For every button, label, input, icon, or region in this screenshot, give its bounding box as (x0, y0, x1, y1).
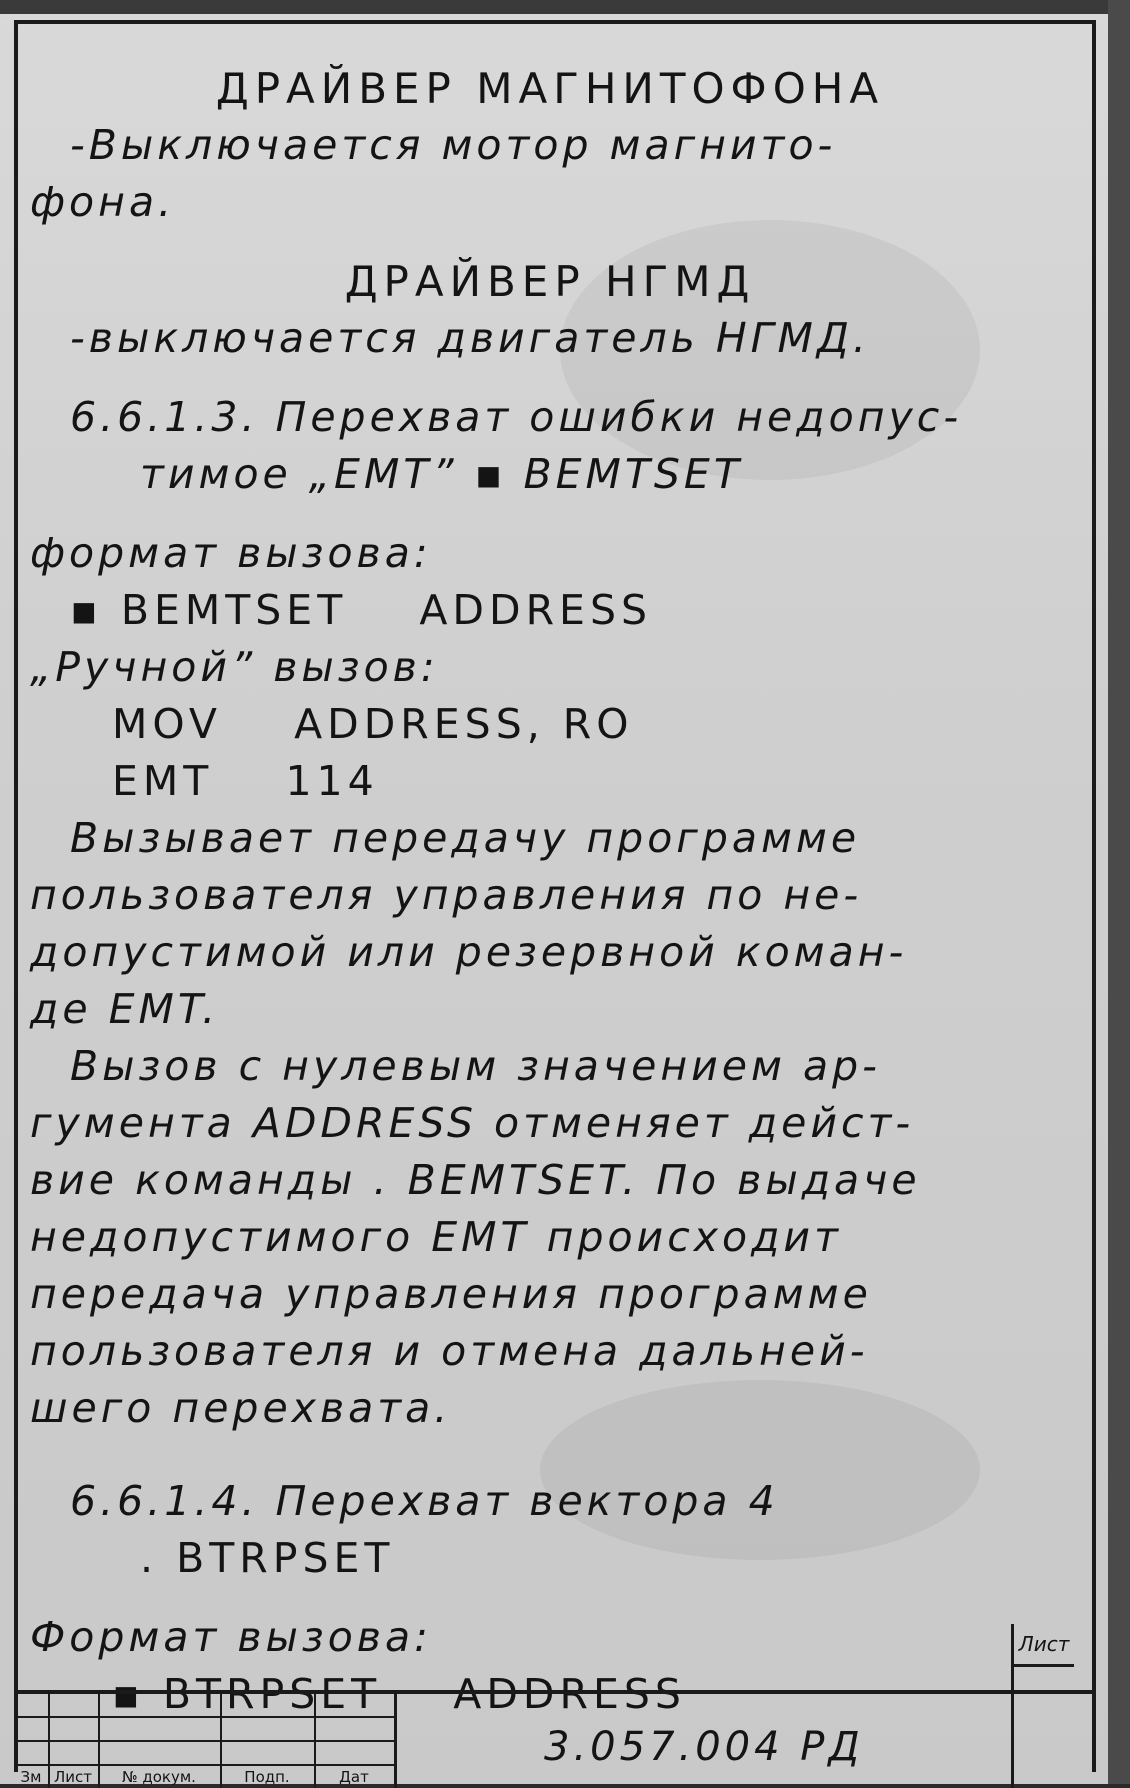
section-heading-6-6-1-3: 6.6.1.3. Перехват ошибки недопус- (70, 393, 963, 441)
text-line: шего перехвата. (30, 1384, 452, 1432)
spacer (30, 231, 1070, 253)
text-line: Вызов с нулевым значением ар- (70, 1042, 881, 1090)
heading-tape-driver: ДРАЙВЕР МАГНИТОФОНА (215, 64, 885, 113)
text-line: передача управления программе (30, 1270, 872, 1318)
spacer (30, 367, 1070, 389)
section-heading-continuation: . BTRPSET (140, 1534, 395, 1582)
text-line: Формат вызова: (30, 1613, 432, 1661)
table-rule (14, 1740, 394, 1742)
column-header: Лист (53, 1768, 92, 1786)
text-line: формат вызова: (30, 529, 432, 577)
column-header: Подп. (244, 1768, 290, 1786)
code-line: ▪ BEMTSET ADDRESS (70, 586, 653, 634)
column-header: № докум. (122, 1768, 196, 1786)
section-heading-6-6-1-4: 6.6.1.4. Перехват вектора 4 (70, 1477, 779, 1525)
spacer (30, 1587, 1070, 1609)
text-line: -выключается двигатель НГМД. (70, 314, 870, 362)
spacer (30, 503, 1070, 525)
text-line: пользователя управления по не- (30, 871, 863, 919)
document-code: 3.057.004 РД (544, 1724, 864, 1770)
text-line: Вызывает передачу программе (70, 814, 861, 862)
code-line: EMT 114 (112, 757, 379, 805)
text-line: гумента ADDRESS отменяет дейст- (30, 1099, 915, 1147)
code-line: ▪ BTRPSET ADDRESS (112, 1670, 686, 1718)
text-line: фона. (30, 178, 176, 226)
column-header: Дат (339, 1768, 369, 1786)
heading-fdd-driver: ДРАЙВЕР НГМД (344, 257, 756, 306)
text-line: де EMT. (30, 985, 220, 1033)
document-body (30, 60, 1070, 1723)
text-line: пользователя и отмена дальней- (30, 1327, 869, 1375)
page-top-edge (0, 0, 1130, 14)
text-line: допустимой или резервной коман- (30, 928, 908, 976)
section-heading-continuation: тимое „EMT” ▪ BEMTSET (140, 450, 743, 498)
sheet-label: Лист (1014, 1624, 1074, 1667)
text-line: -Выключается мотор магнито- (70, 121, 837, 169)
page-right-edge (1108, 0, 1130, 1784)
text-line: вие команды . BEMTSET. По выдаче (30, 1156, 921, 1204)
column-header: Зм (20, 1768, 42, 1786)
revision-table-header (14, 1766, 394, 1788)
revision-table (14, 1694, 397, 1788)
spacer (30, 1437, 1070, 1473)
text-line: „Ручной” вызов: (30, 643, 439, 691)
table-rule (14, 1716, 394, 1718)
text-line: недопустимого EMT происходит (30, 1213, 842, 1261)
code-line: MOV ADDRESS, RO (112, 700, 634, 748)
